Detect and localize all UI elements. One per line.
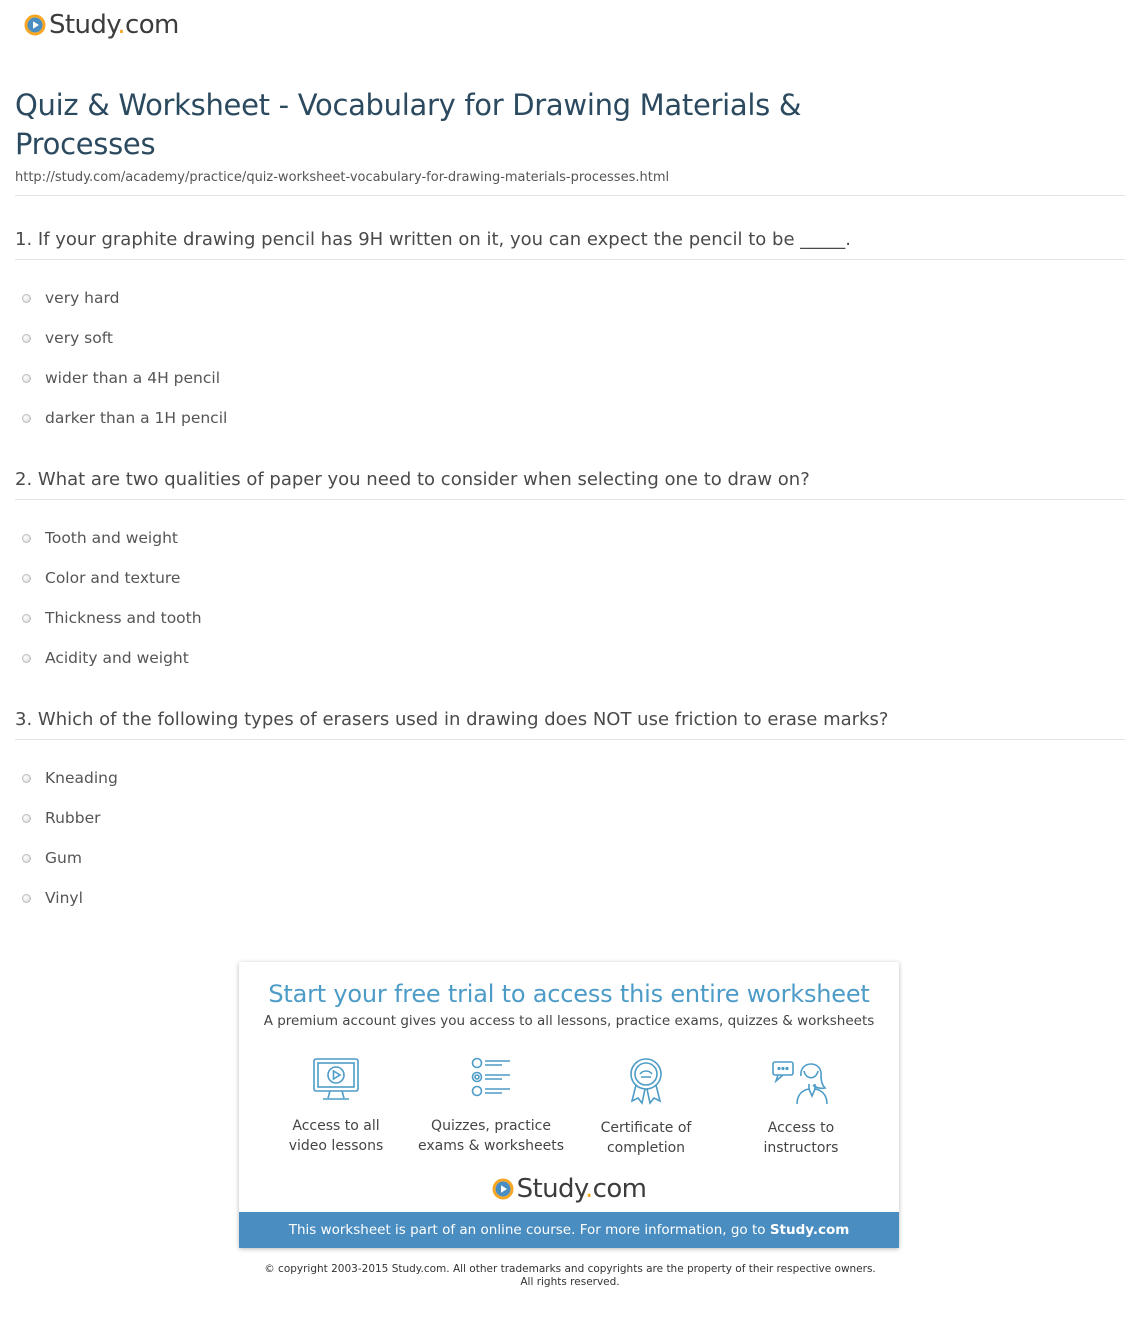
logo-wordmark: Study.com xyxy=(49,10,179,40)
feature-line: Access to xyxy=(767,1120,835,1136)
answer-label: very hard xyxy=(45,289,120,307)
divider xyxy=(15,195,1125,196)
feature-line: completion xyxy=(606,1140,686,1156)
answer-label: Color and texture xyxy=(45,569,181,587)
answer-option[interactable] xyxy=(22,888,83,908)
feature-quizzes xyxy=(411,1056,571,1156)
radio-icon[interactable] xyxy=(22,774,31,783)
answer-option[interactable] xyxy=(22,408,227,428)
radio-icon[interactable] xyxy=(22,814,31,823)
divider xyxy=(15,259,1125,260)
answer-label: Kneading xyxy=(45,769,118,787)
radio-icon[interactable] xyxy=(22,334,31,343)
answer-option[interactable] xyxy=(22,768,118,788)
feature-line: Access to all xyxy=(292,1118,380,1134)
radio-icon[interactable] xyxy=(22,534,31,543)
feature-line: Quizzes, practice xyxy=(431,1118,551,1134)
logo-wordmark: Study.com xyxy=(516,1174,647,1204)
feature-certificate xyxy=(566,1056,726,1158)
answer-option[interactable] xyxy=(22,528,178,548)
radio-icon[interactable] xyxy=(22,894,31,903)
copyright-line: All rights reserved. xyxy=(520,1276,620,1288)
answer-label: Rubber xyxy=(45,809,101,827)
radio-icon[interactable] xyxy=(22,414,31,423)
radio-icon[interactable] xyxy=(22,614,31,623)
study-logo[interactable] xyxy=(24,10,179,40)
radio-icon[interactable] xyxy=(22,294,31,303)
radio-icon[interactable] xyxy=(22,654,31,663)
certificate-icon xyxy=(621,1056,671,1106)
answer-label: Thickness and tooth xyxy=(45,609,202,627)
answer-label: Tooth and weight xyxy=(45,529,178,547)
radio-icon[interactable] xyxy=(22,374,31,383)
question-2: 2. What are two qualities of paper you need to consider when selecting one to draw on? xyxy=(15,469,810,490)
answer-option[interactable] xyxy=(22,608,202,628)
course-info-bar xyxy=(239,1212,899,1248)
feature-line: instructors xyxy=(763,1140,839,1156)
answer-label: Vinyl xyxy=(45,889,83,907)
card-study-logo[interactable] xyxy=(239,1174,899,1204)
play-logo-icon xyxy=(24,14,46,36)
feature-line: video lessons xyxy=(288,1138,384,1154)
answer-option[interactable] xyxy=(22,288,119,308)
copyright-footer xyxy=(0,1263,1140,1289)
promo-title[interactable]: Start your free trial to access this entire worksheet xyxy=(268,980,870,1008)
page-title: Quiz & Worksheet - Vocabulary for Drawing Materials & Processes xyxy=(15,88,802,161)
answer-option[interactable] xyxy=(22,808,100,828)
answer-label: darker than a 1H pencil xyxy=(45,409,228,427)
answer-option[interactable] xyxy=(22,368,220,388)
answer-option[interactable] xyxy=(22,848,82,868)
study-link[interactable]: Study.com xyxy=(769,1222,850,1238)
course-info-text: This worksheet is part of an online course. For more information, go to xyxy=(288,1222,766,1238)
question-3: 3. Which of the following types of erasers used in drawing does NOT use friction to erase marks? xyxy=(15,709,889,730)
quiz-list-icon xyxy=(466,1056,516,1104)
answer-label: wider than a 4H pencil xyxy=(45,369,221,387)
promo-subtitle: A premium account gives you access to all lessons, practice exams, quizzes & worksheets xyxy=(263,1013,875,1029)
page-url: http://study.com/academy/practice/quiz-worksheet-vocabulary-for-drawing-materials-processes.html xyxy=(15,170,670,185)
answer-label: Gum xyxy=(45,849,82,867)
divider xyxy=(15,739,1125,740)
radio-icon[interactable] xyxy=(22,574,31,583)
answer-option[interactable] xyxy=(22,648,189,668)
answer-option[interactable] xyxy=(22,328,113,348)
copyright-line: © copyright 2003-2015 Study.com. All other trademarks and copyrights are the property of their respective owners. xyxy=(264,1263,876,1275)
play-logo-icon xyxy=(492,1178,514,1200)
video-lesson-icon xyxy=(311,1056,361,1104)
answer-label: Acidity and weight xyxy=(45,649,189,667)
radio-icon[interactable] xyxy=(22,854,31,863)
feature-line: exams & worksheets xyxy=(417,1138,565,1154)
answer-label: very soft xyxy=(45,329,114,347)
divider xyxy=(15,499,1125,500)
feature-video-lessons xyxy=(256,1056,416,1156)
feature-line: Certificate of xyxy=(600,1120,692,1136)
free-trial-card[interactable] xyxy=(239,962,899,1248)
instructor-icon xyxy=(771,1056,831,1106)
feature-instructors xyxy=(721,1056,881,1158)
answer-option[interactable] xyxy=(22,568,180,588)
question-1: 1. If your graphite drawing pencil has 9H written on it, you can expect the pencil to be _____. xyxy=(15,229,851,250)
